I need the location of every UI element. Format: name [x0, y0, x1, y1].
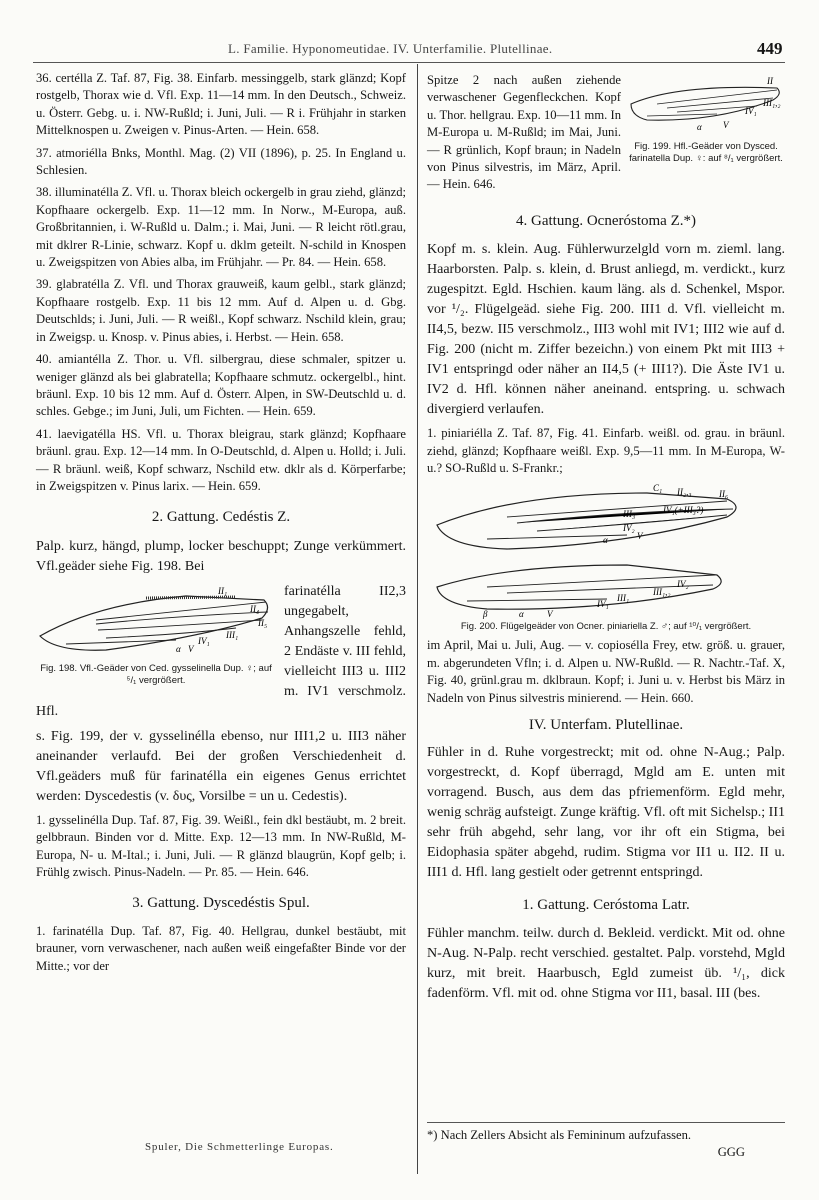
venation-label: V	[547, 609, 553, 620]
page-number: 449	[757, 39, 783, 58]
left-column	[36, 70, 406, 980]
forewing-hindwing-venation-drawing	[427, 483, 785, 621]
cedestis-description: Palp. kurz, hängd, plump, locker beschuppt; Zunge verkümmert. Vfl.geäder siehe Fig. 198. Bei	[36, 538, 406, 574]
footnote: *) Nach Zellers Absicht als Femininum aufzufassen.	[427, 1122, 785, 1144]
entry-36: 36. certélla Z. Taf. 87, Fig. 38. Einfarb. messinggelb, stark glänzd; Kopf rostgelb, Thorax wie d. Vfl. Exp. 11—14 mm. In den Deutsch., Schweiz. u. Österr. Gebg. u. i. NW-Rußld; i. Juni, Juli. — R i. Frühjahr in starken Mittelknospen u. Zweigen v. Pinus-Arten. — Hein. 658.	[36, 71, 406, 138]
venation-label: IV₂	[677, 579, 689, 590]
farinatella-continued: Spitze 2 nach außen ziehende verwaschener Gegenfleckchen. Kopf u. Thor. hellgrau. Exp. 10—11 mm. In M-Europa u. M-Rußld; im Mai, Juni. — R grünlich, Kopf braun; in Nadeln von Pinus silvestris, im März, April. — Hein. 646.	[427, 73, 621, 192]
figure-199	[627, 74, 785, 165]
running-title: L. Familie. Hyponomeutidae. IV. Unterfamilie. Plutellinae.	[228, 41, 553, 56]
genus-heading-ocnerostoma: 4. Gattung. Ocneróstoma Z.*)	[516, 212, 696, 229]
venation-label: IV₁	[198, 635, 210, 646]
venation-label: C₁	[653, 483, 663, 494]
genus-heading-cedestis: 2. Gattung. Cedéstis Z.	[151, 509, 291, 526]
right-column	[427, 72, 785, 1009]
venation-label: α	[603, 535, 608, 546]
entry-40: 40. amiantélla Z. Thor. u. Vfl. silbergrau, diese schmaler, spitzer u. weniger glänzd als bei glabratella; Kopfhaare schmutz. ockergelbl., hint. bräunl. Exp. 10 bis 12 mm. Auf d. Österr. Alpen, in SW-Deutschld u. d. schles. Gebge.; im Juni, Juli, um Fichten. — Hein. 659.	[36, 352, 406, 419]
cedestis-continued: s. Fig. 199, der v. gysselinélla ebenso, nur III1,2 u. III3 näher aneinander verlaufd. Bei der großen Verschiedenheit d. Vfl.geäders muß für farinatélla ein eigenes Genus errichtet werden: Dyscedestis (v. δυς, Vorsilbe = un u. Cedestis).	[36, 728, 406, 804]
column-divider	[417, 64, 418, 1174]
figure-198-caption: Fig. 198. Vfl.-Geäder von Ced. gysselinella Dup. ♀; auf ⁵/₁ vergrößert.	[40, 663, 272, 687]
ocnerostoma-description: Kopf m. s. klein. Aug. Fühlerwurzelgld vorn m. zieml. lang. Haarborsten. Palp. s. klein, d. Brust anliegd, m. verdickt., kurz zugespitzt. Egld. Hschien. kaum läng. als d. Schenkel, Mspor. vor ¹/₂. Flügelgeäd. siehe Fig. 200. III1 d. Vfl. vielleicht m. II4,5, bezw. II5 verschmolz., III3 wohl mit IV1; III2 wie auf d. Fig. 200 (nicht m. Ziffer bezeichn.) von einem Pkt mit III3 + IV1 entspringd oder näher an II4,5 (+ III1?). Die Äste IV1 u. IV2 d. Hfl. können näher aneinand. entspring. u. schwach divergierd verlaufen.	[427, 242, 785, 418]
venation-label: α	[519, 609, 524, 620]
venation-label: II	[767, 76, 773, 86]
venation-label: III₁,₂	[763, 98, 781, 108]
signature-mark: GGG	[717, 1145, 745, 1159]
venation-label: II₂,₃	[677, 487, 692, 498]
plutellinae-description: Fühler in d. Ruhe vorgestreckt; mit od. ohne N-Aug.; Palp. vorgestreckt, d. Kopf überragd, Mgld am E. unten mit vorragend. Busch, aus dem das pfriemenförm. Egld mehr, wenig schräg aufsteigt. Zunge kräftig. Vfl. oft mit Sichelsp.; II1 sehr früh abgehd, sehr lang, vor ihr oft ein Stigma, bei Eidophasia später abgehd, rudim. Stigma vor II1 u. II2. II u. III1 d. Hfl. lang gestielt oder getrennt entspringd.	[427, 744, 785, 880]
venation-label: II₆	[719, 489, 729, 500]
venation-label: V	[637, 531, 643, 542]
figure-200-caption: Fig. 200. Flügelgeäder von Ocner. piniariella Z. ♂; auf ¹⁰/₁ vergrößert.	[460, 621, 752, 633]
venation-label: III₁	[226, 629, 239, 640]
venation-label: α	[176, 643, 181, 654]
venation-label: V	[723, 120, 729, 130]
entry-38: 38. illuminatélla Z. Vfl. u. Thorax bleich ockergelb in grau ziehd, glänzd; Kopfhaare ockergelb. Exp. 11—12 mm. In Norw., M-Europa, auß. Großbritannien, i. W-Rußld u. Dalm.; i. Mai, Juni. — R leicht rötl.grau, mit dklrer R-Linie, schwarz. Kopf u. dklm geteilt. N-schild in Knospen u. Zweigspitzen von Abies alba, im Frühjahr. — Pr. 84. — Hein. 658.	[36, 185, 407, 270]
figure-199-caption: Fig. 199. Hfl.-Geäder von Dysced. farinatella Dup. ♀: auf ⁸/₁ vergrößert.	[629, 141, 783, 165]
venation-label: III₁	[617, 593, 630, 604]
venation-label: α	[697, 122, 702, 132]
entry-41: 41. laevigatélla HS. Vfl. u. Thorax bleigrau, stark glänzd; Kopfhaare bräunl. grau. Exp. 12—14 mm. In O-Deutschld, d. Alpen u. Holld; i. Juli. — R bräunl. weiß, Kopf schwarz, Nschild etw. dklr als d. Körperfarbe; in Zweigspitzen v. Pinus larix. — Hein. 659.	[36, 426, 406, 493]
entry-37: 37. atmoriélla Bnks, Monthl. Mag. (2) VII (1896), p. 25. In England u. Schlesien.	[36, 145, 406, 178]
venation-label: IV₂	[623, 523, 635, 534]
venation-label: II₄	[250, 603, 260, 614]
venation-label: IV₁(+III₃?)	[663, 505, 704, 516]
book-footer: Spuler, Die Schmetterlinge Europas.	[145, 1141, 334, 1153]
venation-label: IV₁	[597, 599, 609, 610]
hindwing-venation-drawing	[627, 74, 785, 136]
footnote-block	[427, 1122, 785, 1161]
genus-heading-cerostoma: 1. Gattung. Ceróstoma Latr.	[522, 896, 690, 913]
subfamily-heading-plutellinae: IV. Unterfam. Plutellinae.	[528, 717, 684, 734]
venation-label: II₁	[218, 585, 228, 596]
entry-gysselinella: 1. gysselinélla Dup. Taf. 87, Fig. 39. Weißl., fein dkl bestäubt, m. 2 breit. gelbbraun. Binden vor d. Mitte. Exp. 12—13 mm. In NW-Rußld, M-Europa, N- u. M-Ital.; i. Juni, Juli. — R glänzd blaugrün, Kopf gelb; i. Frühlg zwisch. Pinus-Nadeln. — Pr. 85. — Hein. 646.	[36, 812, 406, 879]
entry-piniariella: 1. piniariélla Z. Taf. 87, Fig. 41. Einfarb. weißl. od. grau. in bräunl. ziehd, glänzd; Kopfhaare weißl. Exp. 9,5—11 mm. In M-Europa, W- u.? SO-Rußld u. S-Frankr.;	[427, 426, 785, 476]
cedestis-float-text: farinatélla II2,3 ungegabelt, Anhangszelle fehld, 2 Endäste v. III fehld, vielleicht III3 u. III2 m. IV1 verschmolz. Hfl.	[36, 583, 406, 719]
page-header	[0, 39, 819, 59]
figure-200	[427, 483, 785, 633]
venation-label: II₅	[258, 617, 268, 628]
figure-198	[36, 586, 276, 687]
entry-farinatella: 1. farinatélla Dup. Taf. 87, Fig. 40. Hellgrau, dunkel bestäubt, mit brauner, vorn verwaschener, nach außen weiß eingefaßter Binde vor der Mitte.; vor der	[36, 923, 406, 973]
venation-label: III₃	[623, 509, 636, 520]
venation-label: V	[188, 643, 194, 654]
venation-label: β	[483, 609, 488, 620]
venation-label: IV₁	[745, 106, 757, 116]
entry-39: 39. glabratélla Z. Vfl. und Thorax grauweiß, kaum gelbl., stark glänzd; Kopfhaare rostgelb. Exp. 11 bis 12 mm. Auf d. Alpen u. d. Gbg. Deutschlds; i. Juni, Juli. — R weißl., Kopf schwarz. Nschild klein, grau; in Zweigsp. u. Knosp. v. Pinus abies, i. Herbst. — Hein. 658.	[36, 277, 406, 344]
wing-venation-drawing	[36, 586, 276, 658]
cerostoma-description: Fühler manchm. teilw. durch d. Bekleid. verdickt. Mit od. ohne N-Aug. N-Palp. recht verschied. gestaltet. Palp. vorstehd, Mgld kurz, mit breit. Haarbusch, Egld zumeist üb. ¹/₁, dick fadenförm. Vfl. mit od. ohne Stigma vor II1, basal. III (bes.	[427, 925, 785, 1001]
piniariella-continued: im April, Mai u. Juli, Aug. — v. copiosélla Frey, etw. größ. u. grauer, m. abgerundeten Vfln; i. d. Alpen u. NW-Rußld. — R. Nachtr.-Taf. X, Fig. 40, grünl.grau m. dklbraun. Kopf; i. Juni u. v. Herbst bis März in Nadeln von Pinus silvestris minierend. — Hein. 660.	[427, 638, 785, 705]
header-rule	[33, 62, 785, 63]
venation-label: III₁,₂	[653, 587, 671, 598]
genus-heading-dyscedestis: 3. Gattung. Dyscedéstis Spul.	[132, 895, 310, 912]
